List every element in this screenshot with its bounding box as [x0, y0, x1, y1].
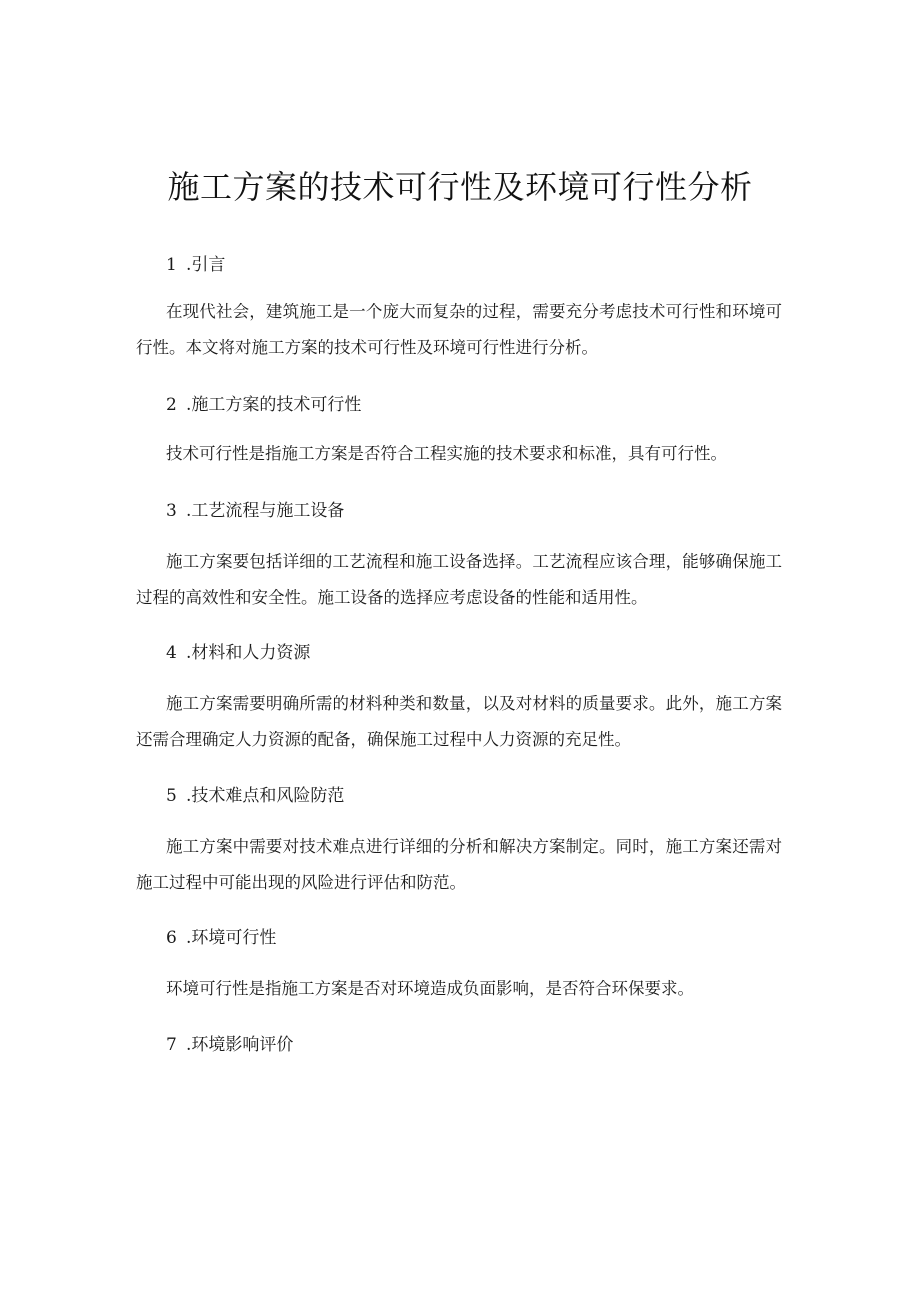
- section-paragraph-6: 环境可行性是指施工方案是否对环境造成负面影响，是否符合环保要求。: [166, 979, 694, 998]
- section-title: .技术难点和风险防范: [186, 786, 345, 806]
- section-heading-5: [166, 784, 344, 808]
- section-heading-1: [166, 253, 225, 277]
- section-paragraph-2: 技术可行性是指施工方案是否符合工程实施的技术要求和标准，具有可行性。: [166, 444, 727, 463]
- section-paragraph-4: 施工方案需要明确所需的材料种类和数量，以及对材料的质量要求。此外，施工方案还需合理确定人力资源的配备，确保施工过程中人力资源的充足性。: [136, 694, 782, 749]
- section-heading-6: [166, 926, 276, 950]
- section-number: 3: [166, 501, 177, 521]
- section-title: .材料和人力资源: [186, 643, 311, 663]
- section-title: .环境影响评价: [186, 1035, 294, 1055]
- section-title: .施工方案的技术可行性: [186, 395, 362, 415]
- section-heading-3: [166, 499, 344, 523]
- section-paragraph-5: 施工方案中需要对技术难点进行详细的分析和解决方案制定。同时，施工方案还需对施工过程中可能出现的风险进行评估和防范。: [136, 837, 782, 892]
- section-number: 5: [166, 786, 177, 806]
- document-title: 施工方案的技术可行性及环境可行性分析: [167, 168, 753, 206]
- section-heading-2: [166, 393, 361, 417]
- section-title: .工艺流程与施工设备: [186, 501, 345, 521]
- section-number: 2: [166, 395, 177, 415]
- section-paragraph-3: 施工方案要包括详细的工艺流程和施工设备选择。工艺流程应该合理，能够确保施工过程的高效性和安全性。施工设备的选择应考虑设备的性能和适用性。: [136, 552, 782, 607]
- section-paragraph-1: 在现代社会，建筑施工是一个庞大而复杂的过程，需要充分考虑技术可行性和环境可行性。本文将对施工方案的技术可行性及环境可行性进行分析。: [136, 302, 782, 357]
- section-number: 1: [166, 255, 177, 275]
- section-title: .环境可行性: [186, 928, 277, 948]
- section-title: .引言: [186, 255, 226, 275]
- section-number: 7: [166, 1035, 177, 1055]
- section-number: 4: [166, 643, 177, 663]
- section-number: 6: [166, 928, 177, 948]
- section-heading-7: [166, 1033, 293, 1057]
- section-heading-4: [166, 641, 310, 665]
